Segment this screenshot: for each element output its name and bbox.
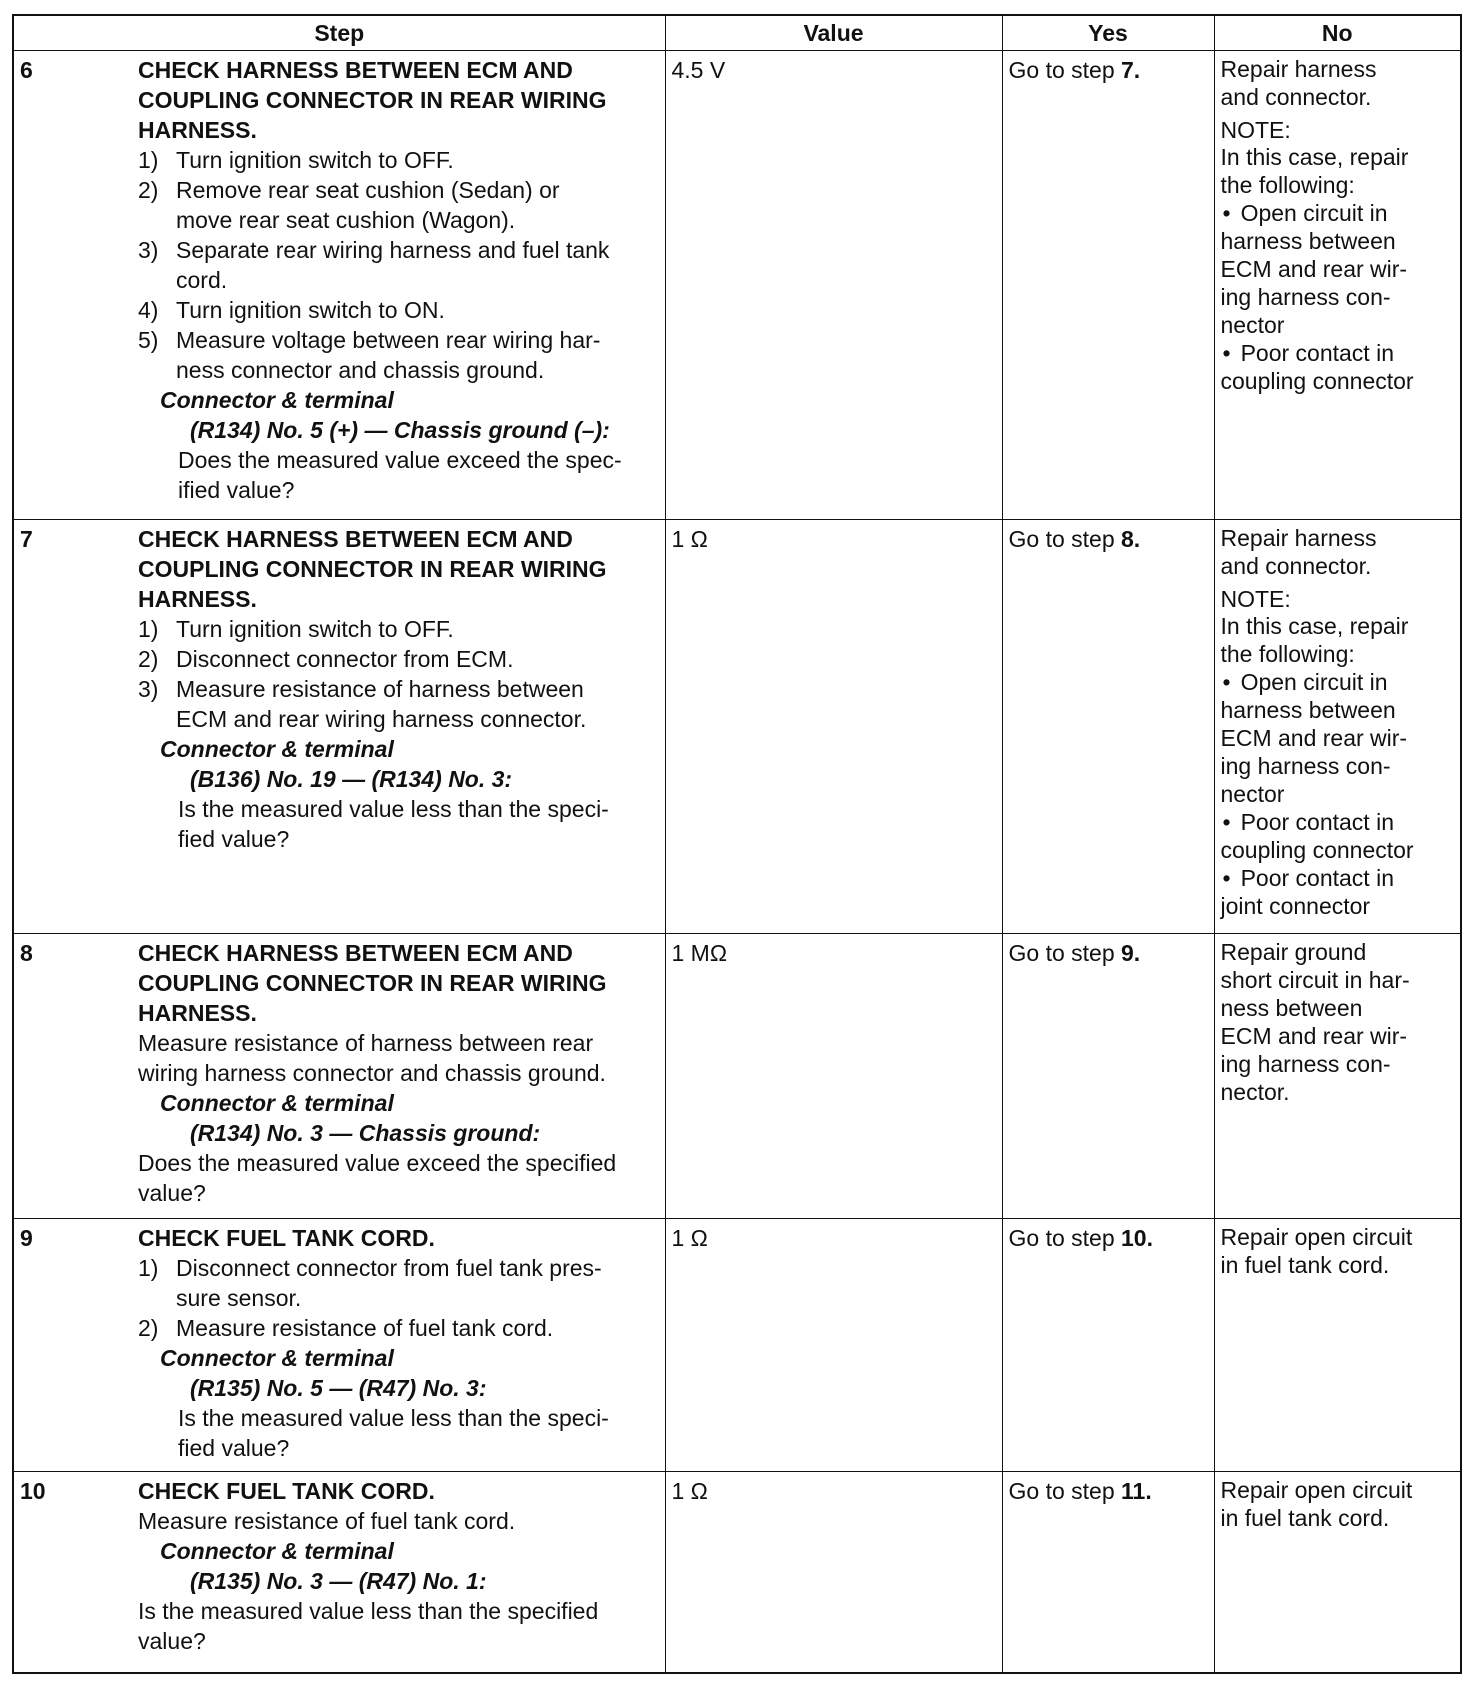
step-title <box>138 524 659 614</box>
no-cell <box>1214 520 1461 934</box>
connector-label: Connector & terminal <box>160 1090 394 1117</box>
bullet-line: harness between <box>1220 697 1396 724</box>
question-line: value? <box>138 1180 206 1207</box>
item-text: Separate rear wiring harness and fuel tank <box>176 237 610 263</box>
no-line: short circuit in har- <box>1220 967 1410 994</box>
item-text: Disconnect connector from ECM. <box>176 646 514 673</box>
title-line: COUPLING CONNECTOR IN REAR WIRING <box>138 970 607 997</box>
item-text: Disconnect connector from fuel tank pres- <box>176 1254 602 1281</box>
title-line: COUPLING CONNECTOR IN REAR WIRING <box>138 87 607 113</box>
procedure-item <box>138 295 659 325</box>
diagnostic-table-page <box>12 14 1460 1674</box>
header-value: Value <box>665 15 1002 51</box>
no-line: Repair open circuit <box>1220 1477 1413 1504</box>
connector-label: Connector & terminal <box>160 736 394 763</box>
item-number: 5) <box>138 327 159 353</box>
bullet-line: harness between <box>1220 228 1396 254</box>
bullet-line: • Poor contact in <box>1221 808 1455 836</box>
yes-text: Go to step <box>1008 57 1122 83</box>
bullet-line: nector <box>1220 781 1285 808</box>
question-line: Is the measured value less than the speci- <box>178 1404 609 1431</box>
connector-label: Connector & terminal <box>160 1344 394 1371</box>
yes-text: Go to step <box>1008 526 1122 553</box>
no-line: ing harness con- <box>1220 1051 1391 1078</box>
title-line: COUPLING CONNECTOR IN REAR WIRING <box>138 556 607 583</box>
item-number: 3) <box>138 237 159 263</box>
yes-step-link[interactable]: 11. <box>1121 1478 1152 1505</box>
bullet-line: ECM and rear wir- <box>1220 725 1408 752</box>
no-line: in fuel tank cord. <box>1220 1251 1390 1278</box>
bullet-line: nector <box>1220 312 1285 338</box>
question-line: Does the measured value exceed the spec- <box>178 447 622 473</box>
note-line: the following: <box>1220 641 1355 668</box>
connector-label: Connector & terminal <box>160 1538 394 1565</box>
step-cell <box>13 934 665 1218</box>
step-number: 6 <box>20 57 33 83</box>
item-text: ECM and rear wiring harness connector. <box>176 706 587 733</box>
item-number: 1) <box>138 147 159 173</box>
step-title <box>138 938 659 1028</box>
yes-text: Go to step <box>1008 1224 1122 1251</box>
step-number: 7 <box>20 526 33 553</box>
value-cell: 4.5 V <box>665 51 1002 520</box>
item-text: Turn ignition switch to OFF. <box>176 616 454 643</box>
step-number: 9 <box>20 1224 33 1251</box>
item-text: Remove rear seat cushion (Sedan) or <box>176 177 560 203</box>
no-line: Repair open circuit <box>1220 1223 1413 1250</box>
bullet-line: coupling connector <box>1220 368 1414 394</box>
procedure-item <box>138 325 659 385</box>
no-line: Repair ground <box>1220 939 1367 966</box>
terminal-spec: (R135) No. 3 — (R47) No. 1: <box>190 1568 487 1595</box>
bullet-line: ECM and rear wir- <box>1220 256 1408 282</box>
bullet-line: ing harness con- <box>1220 284 1391 310</box>
item-text: Turn ignition switch to OFF. <box>176 147 454 173</box>
item-number: 1) <box>138 616 159 643</box>
terminal-spec: (B136) No. 19 — (R134) No. 3: <box>190 766 513 793</box>
note-line: In this case, repair <box>1220 144 1409 170</box>
title-line: HARNESS. <box>138 586 257 613</box>
question-line: value? <box>138 1628 206 1655</box>
table-row <box>13 520 1461 934</box>
yes-step-link[interactable]: 8. <box>1121 526 1141 553</box>
bullet-line: ing harness con- <box>1220 753 1391 780</box>
note-label: NOTE: <box>1220 117 1291 143</box>
procedure-item <box>138 644 659 674</box>
question <box>138 1148 659 1208</box>
step-title: CHECK FUEL TANK CORD. <box>138 1478 435 1505</box>
procedure-item <box>138 235 659 295</box>
yes-text: Go to step <box>1008 940 1122 967</box>
yes-cell <box>1002 520 1214 934</box>
yes-step-link[interactable]: 10. <box>1121 1224 1153 1251</box>
item-number: 4) <box>138 297 159 323</box>
no-line: Repair harness <box>1220 56 1377 82</box>
no-line: nector. <box>1220 1079 1290 1106</box>
item-text: cord. <box>176 267 228 293</box>
procedure-item <box>138 175 659 235</box>
item-number: 2) <box>138 646 159 673</box>
no-line: and connector. <box>1220 553 1372 580</box>
header-step: Step <box>13 15 665 51</box>
question <box>138 1596 659 1656</box>
table-row <box>13 934 1461 1218</box>
yes-step-link[interactable]: 7. <box>1121 57 1141 83</box>
body-line: Measure resistance of harness between rear <box>138 1030 594 1057</box>
step-number: 8 <box>20 940 33 967</box>
value-cell: 1 Ω <box>665 1472 1002 1673</box>
procedure-item <box>138 1313 659 1343</box>
no-line: ECM and rear wir- <box>1220 1023 1408 1050</box>
title-line: HARNESS. <box>138 1000 257 1027</box>
step-number: 10 <box>20 1478 46 1505</box>
bullet-line: • Poor contact in <box>1221 864 1455 892</box>
table-row <box>13 1218 1461 1472</box>
yes-step-link[interactable]: 9. <box>1121 940 1141 967</box>
body-line: wiring harness connector and chassis ground. <box>138 1060 606 1087</box>
no-line: ness between <box>1220 995 1363 1022</box>
no-cell <box>1214 1472 1461 1673</box>
body-line: Measure resistance of fuel tank cord. <box>138 1508 516 1535</box>
procedure-item <box>138 614 659 644</box>
bullet-line: • Open circuit in <box>1221 199 1455 227</box>
step-cell <box>13 51 665 520</box>
header-yes: Yes <box>1002 15 1214 51</box>
note-label: NOTE: <box>1220 586 1291 613</box>
no-cell <box>1214 1218 1461 1472</box>
no-line: and connector. <box>1220 84 1372 110</box>
item-number: 2) <box>138 177 159 203</box>
step-title <box>138 55 659 145</box>
bullet-line: joint connector <box>1220 893 1371 920</box>
title-line: CHECK HARNESS BETWEEN ECM AND <box>138 526 573 553</box>
item-text: sure sensor. <box>176 1284 302 1311</box>
note-line: In this case, repair <box>1220 613 1409 640</box>
item-text: Measure resistance of harness between <box>176 676 584 703</box>
item-number: 1) <box>138 1254 159 1281</box>
header-row <box>13 15 1461 51</box>
question-line: ified value? <box>178 477 295 503</box>
bullet-line: • Open circuit in <box>1221 668 1455 696</box>
item-text: Turn ignition switch to ON. <box>176 297 445 323</box>
item-number: 2) <box>138 1314 159 1341</box>
yes-cell <box>1002 1218 1214 1472</box>
step-title: CHECK FUEL TANK CORD. <box>138 1224 435 1251</box>
procedure-item <box>138 145 659 175</box>
item-text: Measure voltage between rear wiring har- <box>176 327 601 353</box>
title-line: CHECK HARNESS BETWEEN ECM AND <box>138 940 573 967</box>
step-cell <box>13 520 665 934</box>
terminal-spec: (R135) No. 5 — (R47) No. 3: <box>190 1374 487 1401</box>
step-cell <box>13 1472 665 1673</box>
question-line: Does the measured value exceed the specified <box>138 1150 617 1177</box>
question-line: fied value? <box>178 1434 290 1461</box>
procedure-item <box>138 1253 659 1313</box>
yes-cell <box>1002 51 1214 520</box>
bullet-line: • Poor contact in <box>1221 339 1455 367</box>
question-line: Is the measured value less than the speci- <box>178 796 609 823</box>
no-cell <box>1214 934 1461 1218</box>
diagnostic-table <box>12 14 1462 1674</box>
title-line: CHECK HARNESS BETWEEN ECM AND <box>138 57 573 83</box>
item-number: 3) <box>138 676 159 703</box>
item-text: move rear seat cushion (Wagon). <box>176 207 516 233</box>
no-line: in fuel tank cord. <box>1220 1505 1390 1532</box>
value-cell: 1 Ω <box>665 1218 1002 1472</box>
question <box>138 1403 659 1463</box>
terminal-spec: (R134) No. 3 — Chassis ground: <box>190 1120 541 1147</box>
connector-label: Connector & terminal <box>160 387 394 413</box>
question <box>138 794 659 854</box>
yes-text: Go to step <box>1008 1478 1122 1505</box>
value-cell: 1 MΩ <box>665 934 1002 1218</box>
question <box>138 445 659 505</box>
table-row <box>13 1472 1461 1673</box>
yes-cell <box>1002 934 1214 1218</box>
no-cell <box>1214 51 1461 520</box>
item-text: Measure resistance of fuel tank cord. <box>176 1314 554 1341</box>
question-line: Is the measured value less than the specified <box>138 1598 599 1625</box>
table-row <box>13 51 1461 520</box>
title-line: HARNESS. <box>138 117 257 143</box>
no-line: Repair harness <box>1220 525 1377 552</box>
item-text: ness connector and chassis ground. <box>176 357 545 383</box>
terminal-spec: (R134) No. 5 (+) — Chassis ground (–): <box>190 417 610 443</box>
step-cell <box>13 1218 665 1472</box>
value-cell: 1 Ω <box>665 520 1002 934</box>
bullet-line: coupling connector <box>1220 837 1414 864</box>
question-line: fied value? <box>178 826 290 853</box>
procedure-item <box>138 674 659 734</box>
yes-cell <box>1002 1472 1214 1673</box>
note-line: the following: <box>1220 172 1355 198</box>
header-no: No <box>1214 15 1461 51</box>
